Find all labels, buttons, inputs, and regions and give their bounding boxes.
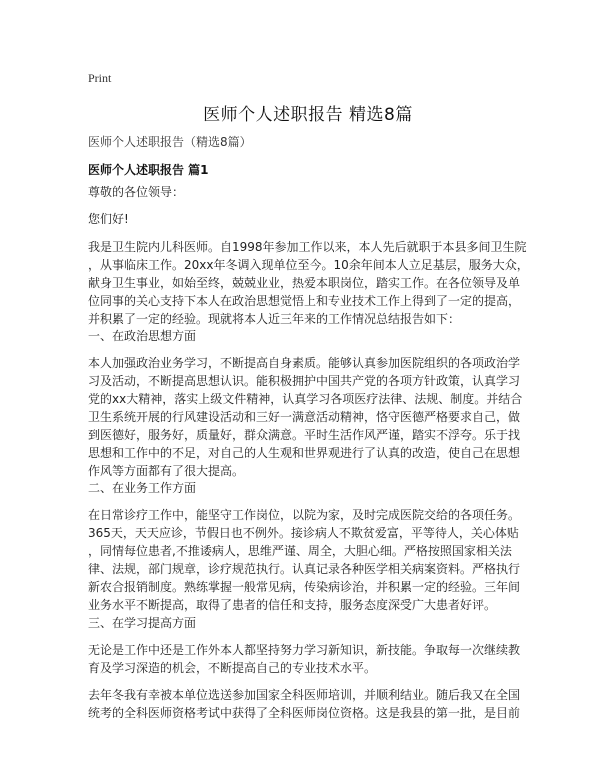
text-line: 位同事的关心支持下本人在政治思想觉悟上和专业技术工作上得到了一定的提高，: [88, 294, 521, 308]
text-line: 我是卫生院内儿科医师。自1998年参加工作以来，本人先后就职于本县多间卫生院: [88, 240, 527, 254]
text-line: 在日常诊疗工作中，能坚守工作岗位，以院为家，及时完成医院交给的各项任务。: [88, 508, 521, 522]
study-paragraph: [88, 641, 528, 677]
document-title: 医师个人述职报告 精选8篇: [203, 105, 413, 125]
business-paragraph: [88, 506, 528, 614]
greeting: 尊敬的各位领导：: [88, 185, 185, 199]
text-line: 本人加强政治业务学习，不断提高自身素质。能够认真参加医院组织的各项政治学: [88, 356, 521, 370]
intro-paragraph: [88, 238, 528, 328]
heading-politics: 一、在政治思想方面: [88, 329, 197, 343]
text-line: 无论是工作中还是工作外本人都坚持努力学习新知识，新技能。争取每一次继续教: [88, 643, 521, 657]
text-line: 到医德好，服务好，质量好，群众满意。平时生活作风严谨，踏实不浮夸。乐于找: [88, 428, 521, 442]
text-line: 思想和工作中的不足，对自己的人生观和世界观进行了认真的改造，使自己在思想: [88, 446, 521, 460]
politics-paragraph: [88, 354, 528, 480]
text-line: 统考的全科医师资格考试中获得了全科医师岗位资格。这是我县的第一批，是目前: [88, 706, 521, 720]
text-line: 去年冬我有幸被本单位选送参加国家全科医师培训，并顺利结业。随后我又在全国: [88, 688, 521, 702]
text-line: ，同情每位患者,不推诿病人，思维严谨、周全，大胆心细。严格按照国家相关法: [88, 544, 512, 558]
section-title: 医师个人述职报告 篇1: [88, 163, 209, 177]
text-line: 新农合报销制度。熟练掌握一般常见病，传染病诊治，并积累一定的经验。三年间: [88, 580, 521, 594]
text-line: 育及学习深造的机会，不断提高自己的专业技术水平。: [88, 661, 377, 675]
document-subtitle: 医师个人述职报告（精选8篇）: [88, 135, 252, 149]
text-line: 卫生系统开展的行风建设活动和三好一满意活动精神，恪守医德严格要求自己，做: [88, 410, 521, 424]
print-label[interactable]: Print: [88, 71, 112, 85]
text-line: 党的xx大精神，落实上级文件精神，认真学习各项医疗法律、法规、制度。并结合: [88, 392, 523, 406]
hello: 您们好!: [88, 212, 129, 226]
text-line: ，从事临床工作。20xx年冬调入现单位至今。10余年间本人立足基层，服务大众，: [88, 258, 529, 272]
heading-study: 三、在学习提高方面: [88, 616, 197, 630]
training-paragraph: [88, 686, 528, 722]
text-line: 业务水平不断提高，取得了患者的信任和支持，服务态度深受广大患者好评。: [88, 598, 497, 612]
text-line: 作风等方面都有了很大提高。: [88, 464, 245, 478]
text-line: 365天，天天应诊，节假日也不例外。接诊病人不欺贫爱富，平等待人，关心体贴: [88, 526, 519, 540]
text-line: 律、法规，部门规章，诊疗规范执行。认真记录各种医学相关病案资料。严格执行: [88, 562, 521, 576]
text-line: 习及活动，不断提高思想认识。能积极拥护中国共产党的各项方针政策，认真学习: [88, 374, 521, 388]
text-line: 献身卫生事业，如始至终，兢兢业业，热爱本职岗位，踏实工作。在各位领导及单: [88, 276, 521, 290]
text-line: 并积累了一定的经验。现就将本人近三年来的工作情况总结报告如下：: [88, 312, 461, 326]
heading-business: 二、在业务工作方面: [88, 481, 197, 495]
